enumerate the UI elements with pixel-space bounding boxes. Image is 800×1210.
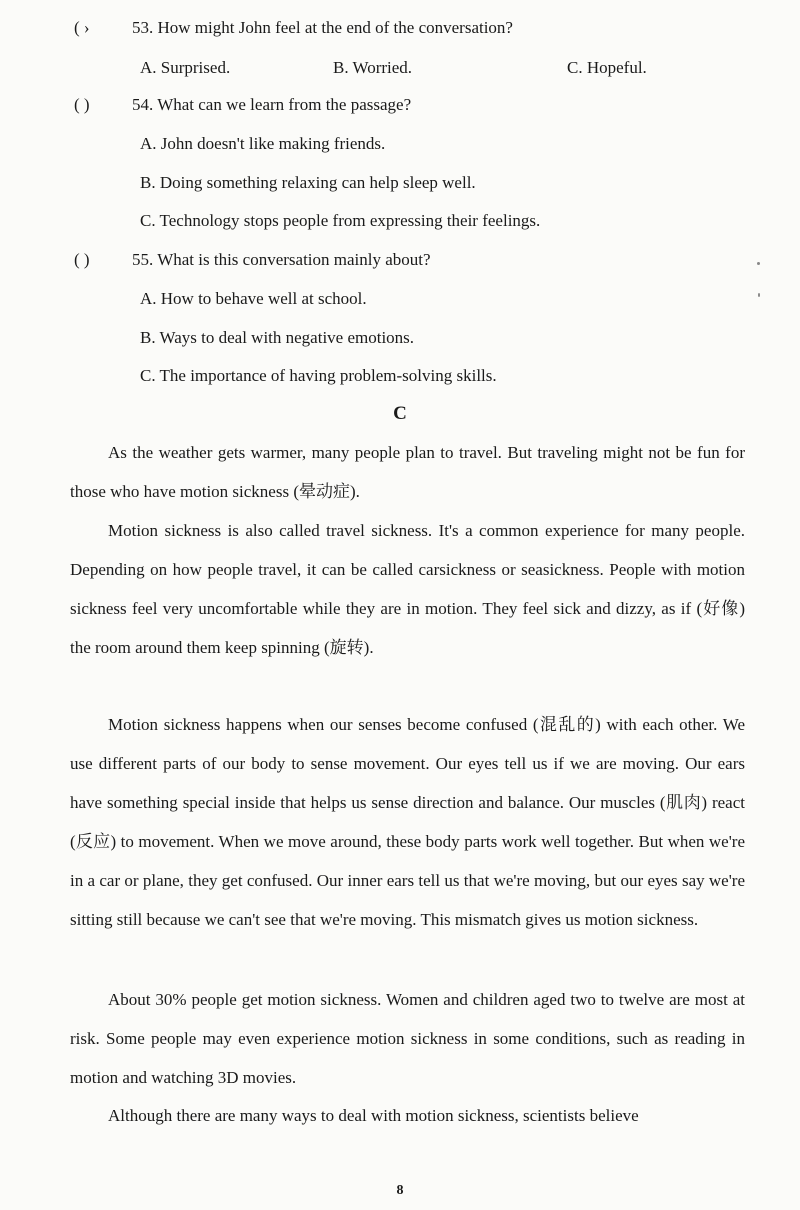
option-c: C. Technology stops people from expressing their feelings.	[140, 211, 541, 230]
scan-speck	[758, 293, 760, 297]
scan-speck	[757, 262, 760, 265]
question-text: 53. How might John feel at the end of the conversation?	[132, 18, 513, 37]
question-55	[74, 250, 431, 270]
question-53	[74, 18, 513, 38]
passage-paragraph: About 30% people get motion sickness. Women and children aged two to twelve are most at risk. Some people may even experience motion sickness in some conditions, such as reading in motion and watching 3D movies.	[70, 990, 745, 1087]
option-b: B. Ways to deal with negative emotions.	[140, 328, 415, 347]
passage-paragraph: Although there are many ways to deal with motion sickness, scientists believe	[108, 1106, 639, 1125]
option-a: A. John doesn't like making friends.	[140, 134, 386, 153]
passage-paragraph: Motion sickness is also called travel sickness. It's a common experience for many people. Depending on how people travel, it can be called carsickness or seasickness. People with motion sickness feel very uncomfortable while they are in motion. They feel sick and dizzy, as if (好像) the room around them keep spinning (旋转).	[70, 521, 745, 657]
option-b: B. Doing something relaxing can help sleep well.	[140, 173, 476, 192]
passage-paragraph: Motion sickness happens when our senses become confused (混乱的) with each other. We use different parts of our body to sense movement. Our eyes tell us if we are moving. Our ears have something special inside that helps us sense direction and balance. Our muscles (肌肉) react (反应) to movement. When we move around, these body parts work well together. But when we're in a car or plane, they get confused. Our inner ears tell us that we're moving, but our eyes say we're sitting still because we can't see that we're moving. This mismatch gives us motion sickness.	[70, 715, 745, 929]
answer-blank[interactable]: ( )	[74, 250, 90, 269]
answer-blank[interactable]: ( ›	[74, 18, 90, 37]
question-54	[74, 95, 411, 115]
section-heading: C	[393, 403, 407, 424]
question-text: 55. What is this conversation mainly about?	[132, 250, 431, 269]
page-number: 8	[396, 1183, 404, 1198]
option-a: A. Surprised.	[140, 58, 231, 77]
answer-blank[interactable]: ( )	[74, 95, 90, 114]
option-a: A. How to behave well at school.	[140, 289, 367, 308]
option-c: C. Hopeful.	[567, 58, 647, 77]
option-c: C. The importance of having problem-solving skills.	[140, 366, 497, 385]
option-b: B. Worried.	[333, 58, 413, 77]
question-text: 54. What can we learn from the passage?	[132, 95, 412, 114]
passage-paragraph: As the weather gets warmer, many people plan to travel. But traveling might not be fun for those who have motion sickness (晕动症).	[70, 443, 745, 501]
